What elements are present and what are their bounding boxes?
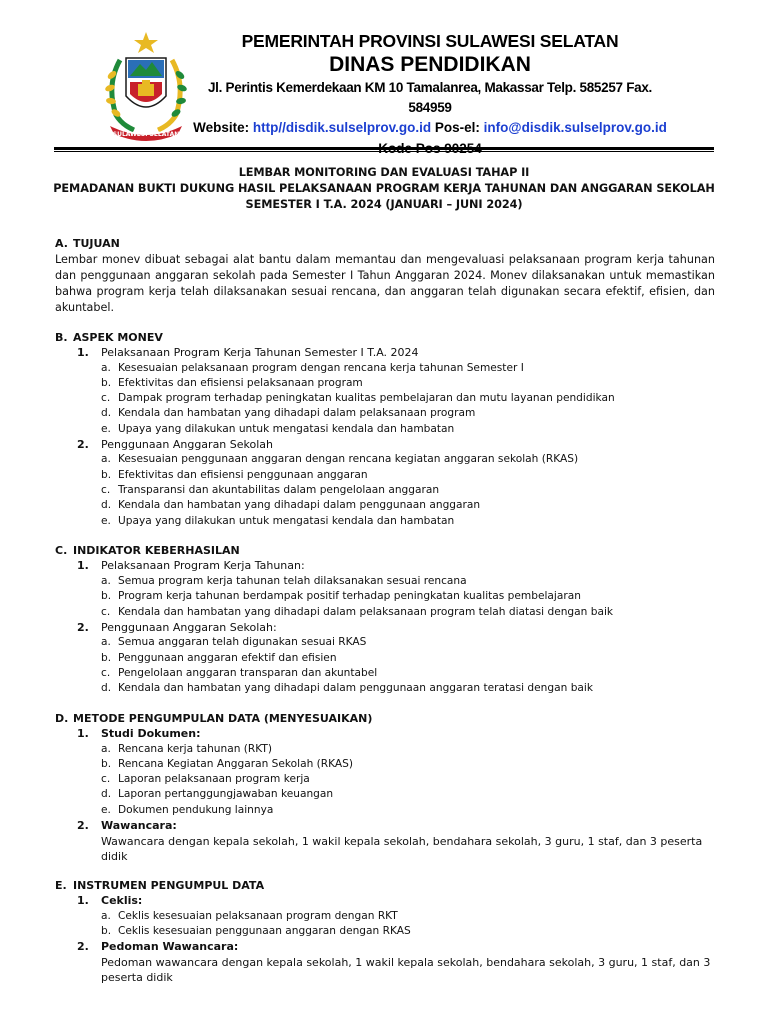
title-line-3: SEMESTER I T.A. 2024 (JANUARI – JUNI 2024) <box>245 198 523 211</box>
section-b-sub1: 1. Pelaksanaan Program Kerja Tahunan Semester I T.A. 2024 a. Kesesuaian pelaksanaan program dengan rencana kerja tahunan Semester I b. Efektivitas dan efisiensi pelaksanaan program c. Dampak program terhadap peningkatan kualitas pembelajaran dan mutu layanan pendidikan d. Kendala dan hambatan yang dihadapi dalam pelaksanaan program e. Upaya yang dilakukan untuk mengatasi kendala dan hambatan <box>77 345 715 437</box>
email-label: Pos-el: <box>431 120 484 135</box>
list-item <box>101 924 715 939</box>
section-e-sub1-list <box>101 909 715 940</box>
section-c-sub2: 2. Penggunaan Anggaran Sekolah: a. Semua anggaran telah digunakan sesuai RKAS b. Penggunaan anggaran efektif dan efisien c. Pengelolaan anggaran transparan dan akuntabel d. Kendala dan hambatan yang dihadapi dalam penggunaan anggaran teratasi dengan baik <box>77 620 715 697</box>
website-link[interactable]: http//disdik.sulselprov.go.id <box>252 120 432 135</box>
list-item <box>101 803 715 818</box>
list-item-text: Dampak program terhadap peningkatan kualitas pembelajaran dan mutu layanan pendidikan <box>118 392 615 405</box>
list-item-text: Pengelolaan anggaran transparan dan akuntabel <box>118 666 378 679</box>
section-d-sub2: 2. Wawancara: Wawancara dengan kepala sekolah, 1 wakil kepala sekolah, bendahara sekolah, 3 guru, 1 staf, dan 3 peserta didik <box>77 818 715 864</box>
list-item <box>101 391 715 406</box>
list-item-letter: b. <box>101 757 112 770</box>
list-item <box>101 514 715 529</box>
list-item-text: Upaya yang dilakukan untuk mengatasi kendala dan hambatan <box>118 422 455 435</box>
sub-heading: Pelaksanaan Program Kerja Tahunan Semester I T.A. 2024 <box>101 346 419 359</box>
section-e-sub2-note: Pedoman wawancara dengan kepala sekolah, 1 wakil kepala sekolah, bendahara sekolah, 3 guru, 1 staf, dan 3 peserta didik <box>101 955 711 984</box>
list-item-letter: b. <box>101 376 112 389</box>
list-item-letter: d. <box>101 682 112 695</box>
list-item-text: Efektivitas dan efisiensi penggunaan anggaran <box>118 468 368 481</box>
contact-line <box>190 118 670 138</box>
list-item-letter: d. <box>101 788 112 801</box>
list-item-letter: a. <box>101 574 111 587</box>
section-a-heading: A. TUJUAN <box>55 237 120 250</box>
list-item <box>101 483 715 498</box>
section-c-sub2-list <box>101 635 715 696</box>
agency-name: PEMERINTAH PROVINSI SULAWESI SELATAN <box>241 31 619 51</box>
list-item-letter: c. <box>101 484 111 497</box>
list-item-letter: e. <box>101 514 111 527</box>
section-c-sub1: 1. Pelaksanaan Program Kerja Tahunan: a. Semua program kerja tahunan telah dilaksanakan sesuai rencana b. Program kerja tahunan berdampak positif terhadap peningkatan kualitas pembelajaran c. Kendala dan hambatan yang dihadapi dalam pelaksanaan program telah diatasi dengan baik <box>77 558 715 619</box>
sub-heading: Wawancara: <box>101 819 177 833</box>
list-item <box>101 452 715 467</box>
list-item-letter: b. <box>101 590 112 603</box>
letterhead <box>190 30 670 160</box>
list-item-text: Kendala dan hambatan yang dihadapi dalam pelaksanaan program telah diatasi dengan baik <box>118 605 614 618</box>
list-item-text: Semua program kerja tahunan telah dilaksanakan sesuai rencana <box>118 574 467 587</box>
list-item-text: Laporan pelaksanaan program kerja <box>118 773 310 786</box>
sub-heading: Ceklis: <box>101 894 143 908</box>
section-d-sub2-note: Wawancara dengan kepala sekolah, 1 wakil kepala sekolah, bendahara sekolah, 3 guru, 1 staf, dan 3 peserta didik <box>101 834 703 863</box>
provincial-emblem-logo <box>100 30 192 142</box>
list-item-text: Upaya yang dilakukan untuk mengatasi kendala dan hambatan <box>118 514 455 527</box>
list-item <box>101 589 715 604</box>
list-item <box>101 772 715 787</box>
list-item <box>101 605 715 620</box>
list-item-letter: b. <box>101 468 112 481</box>
list-item-letter: c. <box>101 666 111 679</box>
sub-heading: Studi Dokumen: <box>101 727 201 741</box>
list-item-letter: c. <box>101 605 111 618</box>
list-item-letter: b. <box>101 651 112 664</box>
list-item-text: Dokumen pendukung lainnya <box>118 803 274 816</box>
list-item-letter: d. <box>101 407 112 420</box>
list-item-letter: a. <box>101 453 111 466</box>
section-a-paragraph: Lembar monev dibuat sebagai alat bantu dalam memantau dan mengevaluasi pelaksanaan program kerja tahunan dan penggunaan anggaran sekolah pada Semester I Tahun Anggaran 2024. Monev dilaksanakan untuk memastikan bahwa program kerja telah dilaksanakan sesuai rencana, dan anggaran telah digunakan secara efektif, efisien, dan akuntabel. <box>55 252 715 314</box>
sub-heading: Penggunaan Anggaran Sekolah <box>101 437 273 451</box>
sub-heading: Penggunaan Anggaran Sekolah: <box>101 620 277 634</box>
list-item-letter: e. <box>101 422 111 435</box>
list-item-text: Ceklis kesesuaian penggunaan anggaran dengan RKAS <box>118 924 411 937</box>
list-item-letter: a. <box>101 909 111 922</box>
list-item-text: Kendala dan hambatan yang dihadapi dalam penggunaan anggaran <box>118 499 481 512</box>
list-item <box>101 361 715 376</box>
section-d-sub1: 1. Studi Dokumen: a. Rencana kerja tahunan (RKT) b. Rencana Kegiatan Anggaran Sekolah (RKAS) c. Laporan pelaksanaan program kerja d. Laporan pertanggungjawaban keuangan e. Dokumen pendukung lainnya <box>77 726 715 818</box>
section-b-sub2: 2. Penggunaan Anggaran Sekolah a. Kesesuaian penggunaan anggaran dengan rencana kegiatan anggaran sekolah (RKAS) b. Efektivitas dan efisiensi penggunaan anggaran c. Transparansi dan akuntabilitas dalam pengelolaan anggaran d. Kendala dan hambatan yang dihadapi dalam penggunaan anggaran e. Upaya yang dilakukan untuk mengatasi kendala dan hambatan <box>77 437 715 529</box>
list-item-letter: d. <box>101 499 112 512</box>
letterhead-divider-thick <box>54 147 714 150</box>
sub-heading: Pelaksanaan Program Kerja Tahunan: <box>101 559 305 573</box>
list-item <box>101 742 715 757</box>
list-item <box>101 681 715 696</box>
list-item <box>101 422 715 437</box>
list-item <box>101 787 715 802</box>
section-b-heading: B. ASPEK MONEV <box>55 330 163 344</box>
list-item-text: Kesesuaian pelaksanaan program dengan rencana kerja tahunan Semester I <box>118 361 524 374</box>
title-line-2: PEMADANAN BUKTI DUKUNG HASIL PELAKSANAAN PROGRAM KERJA TAHUNAN DAN ANGGARAN SEKOLAH <box>53 182 715 195</box>
list-item <box>101 909 715 924</box>
list-item-text: Rencana Kegiatan Anggaran Sekolah (RKAS) <box>118 757 354 770</box>
section-d-heading: D. METODE PENGUMPULAN DATA (MENYESUAIKAN) <box>55 711 373 725</box>
website-label: Website: <box>193 120 253 135</box>
list-item-text: Program kerja tahunan berdampak positif terhadap peningkatan kualitas pembelajaran <box>118 590 581 603</box>
list-item-text: Laporan pertanggungjawaban keuangan <box>118 788 334 801</box>
list-item-letter: b. <box>101 924 112 937</box>
title-line-1: LEMBAR MONITORING DAN EVALUASI TAHAP II <box>238 166 530 179</box>
list-item-text: Efektivitas dan efisiensi pelaksanaan program <box>118 376 363 389</box>
section-e-heading: E. INSTRUMEN PENGUMPUL DATA <box>55 878 265 892</box>
list-item-letter: a. <box>101 361 111 374</box>
section-d-sub1-list <box>101 742 715 818</box>
list-item-letter: c. <box>101 392 111 405</box>
section-c-sub1-list <box>101 574 715 620</box>
list-item-text: Kesesuaian penggunaan anggaran dengan rencana kegiatan anggaran sekolah (RKAS) <box>118 453 579 466</box>
department-name: DINAS PENDIDIKAN <box>329 53 531 76</box>
email-link[interactable]: info@disdik.sulselprov.go.id <box>483 120 667 135</box>
list-item <box>101 666 715 681</box>
list-item-text: Kendala dan hambatan yang dihadapi dalam penggunaan anggaran teratasi dengan baik <box>118 682 593 695</box>
list-item <box>101 498 715 513</box>
address-line: Jl. Perintis Kemerdekaan KM 10 Tamalanrea, Makassar Telp. 585257 Fax. 584959 <box>207 80 653 115</box>
list-item-text: Rencana kerja tahunan (RKT) <box>118 742 273 755</box>
list-item <box>101 651 715 666</box>
list-item-letter: c. <box>101 773 111 786</box>
logo-ribbon-text: SULAWESI SELATAN <box>112 131 180 138</box>
list-item-text: Semua anggaran telah digunakan sesuai RKAS <box>118 636 367 649</box>
list-item <box>101 574 715 589</box>
list-item-letter: a. <box>101 636 111 649</box>
list-item <box>101 468 715 483</box>
section-e-sub2: 2. Pedoman Wawancara: Pedoman wawancara dengan kepala sekolah, 1 wakil kepala sekolah, bendahara sekolah, 3 guru, 1 staf, dan 3 peserta didik <box>77 939 715 985</box>
section-b-sub1-list <box>101 361 715 437</box>
list-item-text: Ceklis kesesuaian pelaksanaan program dengan RKT <box>118 909 398 922</box>
document-title <box>40 165 728 213</box>
list-item <box>101 635 715 650</box>
sub-heading: Pedoman Wawancara: <box>101 940 239 954</box>
list-item <box>101 757 715 772</box>
list-item-text: Penggunaan anggaran efektif dan efisien <box>118 651 337 664</box>
section-b-sub2-list <box>101 452 715 528</box>
list-item <box>101 406 715 421</box>
letterhead-divider-thin <box>54 151 714 152</box>
section-e-sub1: 1. Ceklis: a. Ceklis kesesuaian pelaksanaan program dengan RKT b. Ceklis kesesuaian penggunaan anggaran dengan RKAS <box>77 893 715 939</box>
list-item-letter: e. <box>101 803 111 816</box>
list-item <box>101 376 715 391</box>
list-item-text: Transparansi dan akuntabilitas dalam pengelolaan anggaran <box>118 484 440 497</box>
document-body <box>55 236 715 985</box>
section-c-heading: C. INDIKATOR KEBERHASILAN <box>55 543 240 557</box>
list-item-letter: a. <box>101 742 111 755</box>
list-item-text: Kendala dan hambatan yang dihadapi dalam pelaksanaan program <box>118 407 476 420</box>
